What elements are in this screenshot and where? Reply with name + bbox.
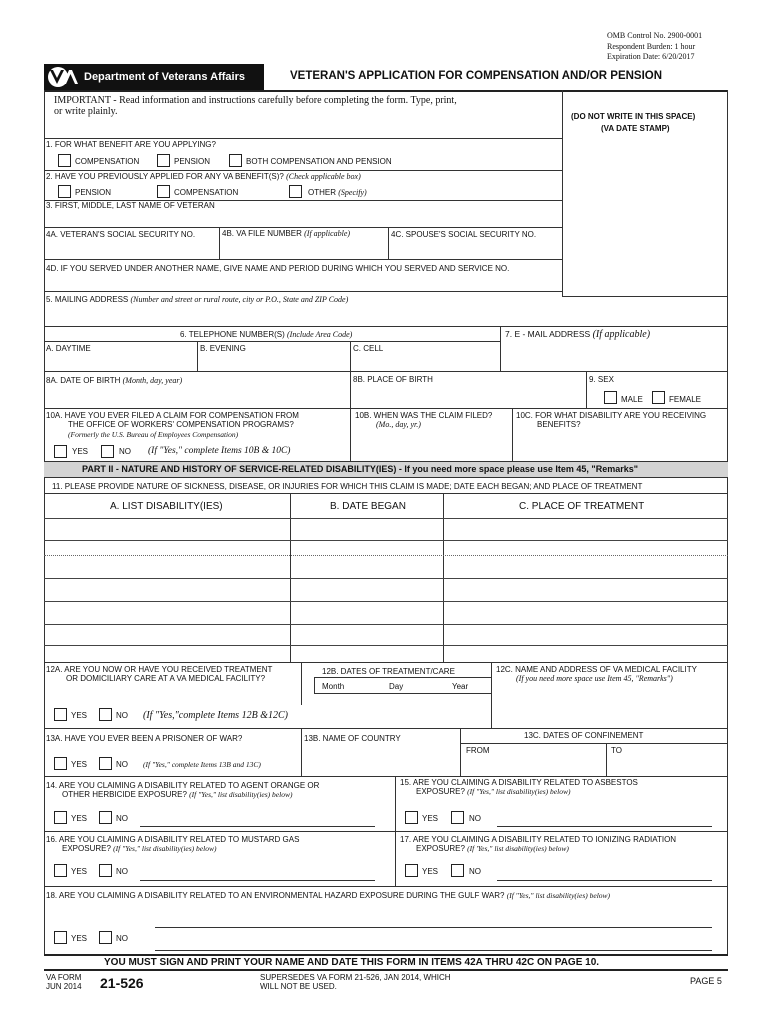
q12a-no-checkbox[interactable]: [99, 708, 112, 721]
q6a-label: A. DAYTIME: [46, 344, 91, 353]
q14-line2: OTHER HERBICIDE EXPOSURE? (If "Yes," list disability(ies) below): [62, 790, 293, 799]
q9-male-label: MALE: [621, 395, 643, 404]
q10a-yes-checkbox[interactable]: [54, 445, 67, 458]
footer-date: JUN 2014: [46, 982, 82, 991]
q10c-line2: BENEFITS?: [537, 420, 581, 429]
q12a-line1: 12A. ARE YOU NOW OR HAVE YOU RECEIVED TREATMENT: [46, 665, 273, 674]
q2-pension-label: PENSION: [75, 188, 112, 197]
q17-line1: 17. ARE YOU CLAIMING A DISABILITY RELATED TO IONIZING RADIATION: [400, 835, 677, 844]
table-row[interactable]: [44, 645, 728, 646]
q9-label: 9. SEX: [589, 375, 614, 384]
q16-no-label: NO: [116, 867, 128, 876]
q2-label: 2. HAVE YOU PREVIOUSLY APPLIED FOR ANY VA BENEFIT(S)? (Check applicable box): [46, 172, 361, 181]
q2-pension-checkbox[interactable]: [58, 185, 71, 198]
q15-line2: EXPOSURE? (If "Yes," list disability(ies) below): [416, 787, 571, 796]
form-number: 21-526: [100, 975, 144, 991]
page-number: PAGE 5: [690, 976, 722, 986]
q4c-label: 4C. SPOUSE'S SOCIAL SECURITY NO.: [391, 230, 537, 239]
q13c-to: TO: [611, 746, 622, 755]
q12a-yes-checkbox[interactable]: [54, 708, 67, 721]
q13a-label: 13A. HAVE YOU EVER BEEN A PRISONER OF WAR?: [46, 734, 243, 743]
q2-other-label: OTHER (Specify): [308, 188, 367, 197]
q5-label: 5. MAILING ADDRESS (Number and street or rural route, city or P.O., State and ZIP Code): [46, 295, 349, 304]
stamp-line2: (VA DATE STAMP): [601, 124, 670, 133]
q17-yes-checkbox[interactable]: [405, 864, 418, 877]
q9-female-label: FEMALE: [669, 395, 702, 404]
q2-compensation-checkbox[interactable]: [157, 185, 170, 198]
form-title: VETERAN'S APPLICATION FOR COMPENSATION AND/OR PENSION: [290, 70, 663, 82]
q9-male-checkbox[interactable]: [604, 391, 617, 404]
q6-label: 6. TELEPHONE NUMBER(S) (Include Area Code): [180, 330, 353, 339]
q12a-no-label: NO: [116, 711, 128, 720]
q14-line1: 14. ARE YOU CLAIMING A DISABILITY RELATED TO AGENT ORANGE OR: [46, 781, 320, 790]
q1-both-checkbox[interactable]: [229, 154, 242, 167]
q12b-label: 12B. DATES OF TREATMENT/CARE: [322, 667, 455, 676]
q4b-label: 4B. VA FILE NUMBER (If applicable): [222, 229, 351, 238]
q10a-line3: (Formerly the U.S. Bureau of Employees Compensation): [68, 430, 239, 439]
q18-yes-checkbox[interactable]: [54, 931, 67, 944]
q13a-yes-label: YES: [71, 760, 88, 769]
q15-line1: 15. ARE YOU CLAIMING A DISABILITY RELATED TO ASBESTOS: [400, 778, 638, 787]
supersedes-line2: WILL NOT BE USED.: [260, 982, 337, 991]
q13b-label: 13B. NAME OF COUNTRY: [304, 734, 401, 743]
q12b-day: Day: [389, 682, 404, 691]
table-row[interactable]: [44, 578, 728, 579]
q12c-note: (If you need more space use Item 45, "Remarks"): [516, 674, 673, 683]
q14-no-label: NO: [116, 814, 128, 823]
q10b-line2: (Mo., day, yr.): [376, 420, 421, 429]
q10b-line1: 10B. WHEN WAS THE CLAIM FILED?: [355, 411, 493, 420]
q18-label: 18. ARE YOU CLAIMING A DISABILITY RELATED TO AN ENVIRONMENTAL HAZARD EXPOSURE DURING THE GULF WAR? (If "Yes," list disability(ies) below): [46, 891, 611, 900]
q16-yes-checkbox[interactable]: [54, 864, 67, 877]
footer-vaform: VA FORM: [46, 973, 82, 982]
omb-expiration: Expiration Date: 6/20/2017: [607, 52, 695, 61]
q13a-no-label: NO: [116, 760, 128, 769]
q17-yes-label: YES: [422, 867, 439, 876]
q11-col-a: A. LIST DISABILITY(IES): [110, 501, 223, 512]
q11-col-c: C. PLACE OF TREATMENT: [519, 501, 645, 512]
va-seal-icon: [47, 66, 79, 88]
q13a-note: (If "Yes," complete Items 13B and 13C): [143, 760, 261, 769]
q12b-year: Year: [452, 682, 469, 691]
q10a-note: (If "Yes," complete Items 10B & 10C): [148, 446, 291, 456]
q18-no-label: NO: [116, 934, 128, 943]
q6c-label: C. CELL: [353, 344, 384, 353]
q3-label: 3. FIRST, MIDDLE, LAST NAME OF VETERAN: [46, 201, 215, 210]
q10a-line1: 10A. HAVE YOU EVER FILED A CLAIM FOR COMPENSATION FROM: [46, 411, 299, 420]
q12b-month: Month: [322, 682, 345, 691]
q1-pension-checkbox[interactable]: [157, 154, 170, 167]
q16-line1: 16. ARE YOU CLAIMING A DISABILITY RELATED TO MUSTARD GAS: [46, 835, 300, 844]
q12a-yes-label: YES: [71, 711, 88, 720]
table-row[interactable]: [44, 624, 728, 625]
q1-compensation-label: COMPENSATION: [75, 157, 140, 166]
q1-both-label: BOTH COMPENSATION AND PENSION: [246, 157, 392, 166]
q12a-line2: OR DOMICILIARY CARE AT A VA MEDICAL FACILITY?: [66, 674, 266, 683]
q15-no-checkbox[interactable]: [451, 811, 464, 824]
q2-compensation-label: COMPENSATION: [174, 188, 239, 197]
table-row[interactable]: [44, 555, 728, 556]
q16-no-checkbox[interactable]: [99, 864, 112, 877]
q8b-label: 8B. PLACE OF BIRTH: [353, 375, 433, 384]
agency-name: Department of Veterans Affairs: [84, 71, 245, 83]
q15-yes-checkbox[interactable]: [405, 811, 418, 824]
q9-female-checkbox[interactable]: [652, 391, 665, 404]
important-line1: IMPORTANT - Read information and instructions carefully before completing the form. Type, print,: [54, 95, 457, 106]
q12c-label: 12C. NAME AND ADDRESS OF VA MEDICAL FACILITY: [496, 665, 697, 674]
q14-yes-checkbox[interactable]: [54, 811, 67, 824]
q15-no-label: NO: [469, 814, 481, 823]
q13a-yes-checkbox[interactable]: [54, 757, 67, 770]
q11-label: 11. PLEASE PROVIDE NATURE OF SICKNESS, DISEASE, OR INJURIES FOR WHICH THIS CLAIM IS MADE; DATE EACH BEGAN; AND PLACE OF TREATMENT: [52, 482, 643, 491]
q1-label: 1. FOR WHAT BENEFIT ARE YOU APPLYING?: [46, 140, 216, 149]
q1-compensation-checkbox[interactable]: [58, 154, 71, 167]
q14-yes-label: YES: [71, 814, 88, 823]
q13a-no-checkbox[interactable]: [99, 757, 112, 770]
part2-title: PART II - NATURE AND HISTORY OF SERVICE-RELATED DISABILITY(IES) - If you need more space please use Item 45, "Remarks": [82, 464, 638, 474]
table-row[interactable]: [44, 540, 728, 541]
q2-other-checkbox[interactable]: [289, 185, 302, 198]
q17-no-checkbox[interactable]: [451, 864, 464, 877]
omb-burden: Respondent Burden: 1 hour: [607, 42, 696, 51]
q12a-note: (If "Yes,"complete Items 12B &12C): [143, 710, 288, 721]
q14-no-checkbox[interactable]: [99, 811, 112, 824]
q1-pension-label: PENSION: [174, 157, 211, 166]
sign-instruction: YOU MUST SIGN AND PRINT YOUR NAME AND DATE THIS FORM IN ITEMS 42A THRU 42C ON PAGE 10.: [104, 957, 600, 968]
q10c-line1: 10C. FOR WHAT DISABILITY ARE YOU RECEIVING: [516, 411, 707, 420]
q10a-yes-label: YES: [72, 447, 89, 456]
q16-yes-label: YES: [71, 867, 88, 876]
q18-yes-label: YES: [71, 934, 88, 943]
q17-no-label: NO: [469, 867, 481, 876]
q4a-label: 4A. VETERAN'S SOCIAL SECURITY NO.: [46, 230, 196, 239]
q15-yes-label: YES: [422, 814, 439, 823]
important-line2: or write plainly.: [54, 106, 118, 117]
table-row[interactable]: [44, 518, 728, 519]
q17-line2: EXPOSURE? (If 'Yes," list disability(ies) below): [416, 844, 569, 853]
q13c-label: 13C. DATES OF CONFINEMENT: [524, 731, 644, 740]
q10a-no-checkbox[interactable]: [101, 445, 114, 458]
q11-col-b: B. DATE BEGAN: [330, 501, 406, 512]
q10a-no-label: NO: [119, 447, 131, 456]
q18-no-checkbox[interactable]: [99, 931, 112, 944]
table-row[interactable]: [44, 601, 728, 602]
stamp-line1: (DO NOT WRITE IN THIS SPACE): [571, 112, 696, 121]
q8a-label: 8A. DATE OF BIRTH (Month, day, year): [46, 376, 183, 385]
q10a-line2: THE OFFICE OF WORKERS' COMPENSATION PROGRAMS?: [68, 420, 294, 429]
q16-line2: EXPOSURE? (If "Yes," list disability(ies) below): [62, 844, 217, 853]
q4d-label: 4D. IF YOU SERVED UNDER ANOTHER NAME, GIVE NAME AND PERIOD DURING WHICH YOU SERVED AND SERVICE NO.: [46, 264, 510, 273]
q13c-from: FROM: [466, 746, 490, 755]
supersedes-line1: SUPERSEDES VA FORM 21-526, JAN 2014, WHICH: [260, 973, 451, 982]
q7-label: 7. E - MAIL ADDRESS (If applicable): [505, 329, 651, 340]
q6b-label: B. EVENING: [200, 344, 246, 353]
agency-banner: [44, 64, 264, 90]
omb-control: OMB Control No. 2900-0001: [607, 31, 703, 40]
